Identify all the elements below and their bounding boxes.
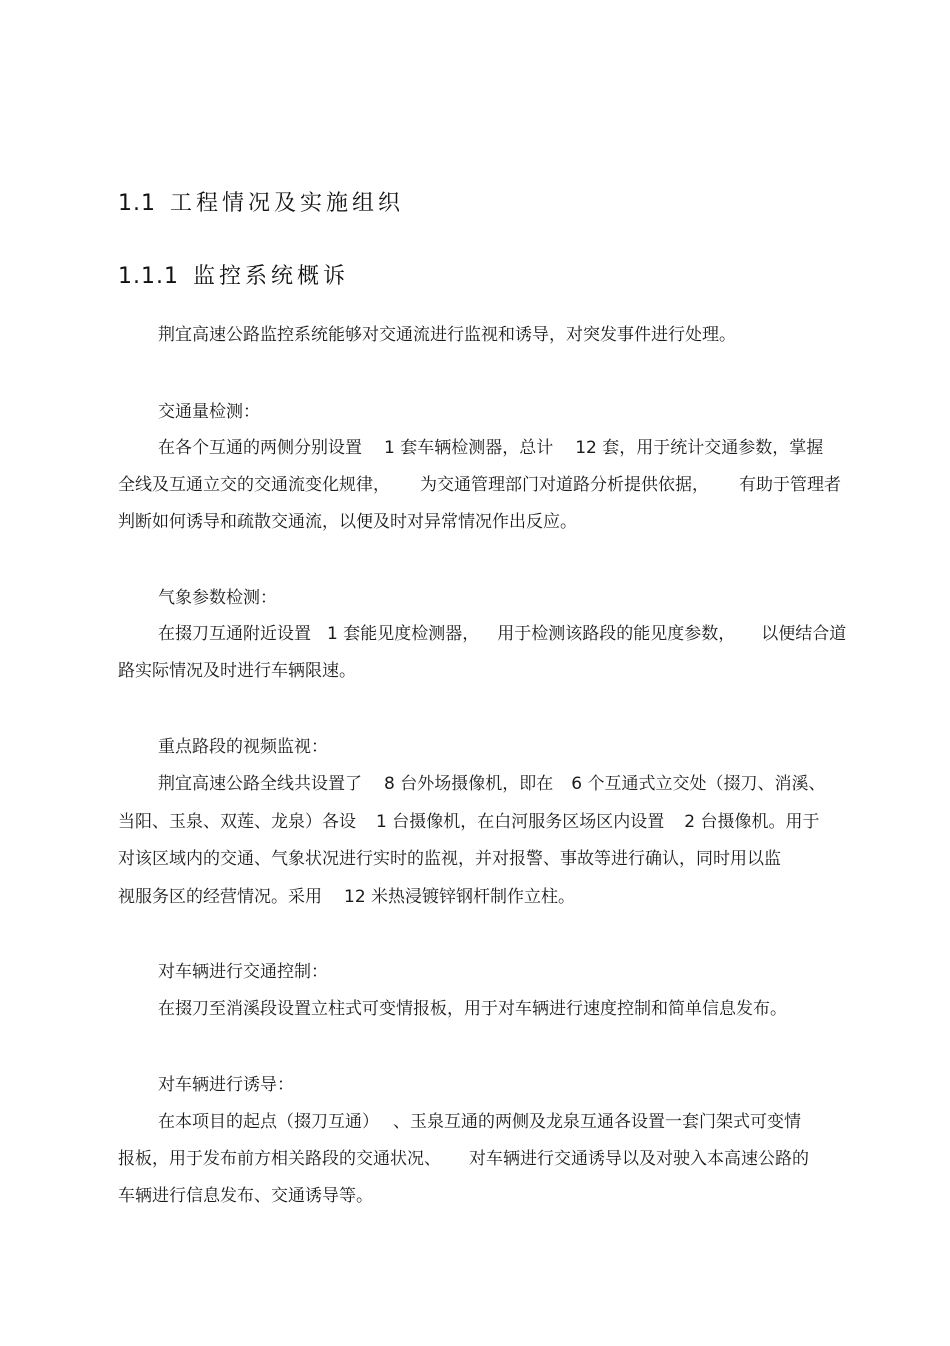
paragraph-line: 对该区域内的交通、气象状况进行实时的监视，并对报警、事故等进行确认，同时用以监 [118,849,781,869]
text-run: 对车辆进行交通诱导以及对驶入本高速公路的 [469,1149,809,1169]
paragraph-line: 判断如何诱导和疏散交通流，以便及时对异常情况作出反应。 [118,512,577,532]
paragraph-line [118,1148,809,1170]
intro-paragraph: 荆宜高速公路监控系统能够对交通流进行监视和诱导，对突发事件进行处理。 [158,325,736,345]
section-title-weather-detection: 气象参数检测： [158,588,277,608]
text-run: 6 个互通式立交处（掇刀、消溪、 [571,774,826,794]
paragraph-line [158,1111,801,1133]
text-run: 用于检测该路段的能见度参数， [497,624,736,644]
section-title: 工程情况及实施组织 [170,191,405,216]
section-title-traffic-control: 对车辆进行交通控制： [158,962,328,982]
text-run: 1 套车辆检测器，总计 [384,438,554,458]
text-run: 8 台外场摄像机，即在 [384,774,554,794]
text-run: 12 米热浸镀锌钢杆制作立柱。 [344,887,576,907]
section-heading-1-1 [118,186,404,217]
text-run: 、玉泉互通的两侧及龙泉互通各设置一套门架式可变情 [393,1112,801,1132]
section-title-traffic-detection: 交通量检测： [158,402,260,422]
section-title-video-monitoring: 重点路段的视频监视： [158,737,328,757]
paragraph-line [118,886,575,908]
paragraph-line [158,437,823,459]
text-run: 在本项目的起点（掇刀互通） [158,1112,379,1132]
section-heading-1-1-1 [118,259,349,290]
paragraph-line [118,811,819,833]
subsection-number: 1.1.1 [118,264,179,289]
section-number: 1.1 [118,191,156,216]
text-run: 当阳、玉泉、双莲、龙泉）各设 [118,812,356,832]
section-title-vehicle-guidance: 对车辆进行诱导： [158,1075,294,1095]
text-run: 以便结合道 [761,624,847,644]
paragraph-line [118,474,841,496]
text-run: 全线及互通立交的交通流变化规律， [118,475,390,495]
subsection-title: 监控系统概诉 [192,264,349,289]
text-run: 在各个互通的两侧分别设置 [158,438,362,458]
text-run: 有助于管理者 [739,475,841,495]
text-run: 视服务区的经营情况。采用 [118,887,322,907]
text-run: 报板，用于发布前方相关路段的交通状况、 [118,1149,441,1169]
text-run: 12 套，用于统计交通参数，掌握 [575,438,824,458]
text-run: 为交通管理部门对道路分析提供依据， [420,475,709,495]
paragraph-line [158,623,846,645]
text-run: 1 台摄像机，在白河服务区场区内设置 [376,812,665,832]
paragraph-line: 车辆进行信息发布、交通诱导等。 [118,1186,373,1206]
paragraph-line: 在掇刀至消溪段设置立柱式可变情报板，用于对车辆进行速度控制和简单信息发布。 [158,999,787,1019]
text-run: 2 台摄像机。用于 [684,812,820,832]
text-run: 荆宜高速公路全线共设置了 [158,774,362,794]
text-run: 1 套能见度检测器， [327,624,480,644]
paragraph-line: 路实际情况及时进行车辆限速。 [118,661,356,681]
paragraph-line [158,773,825,795]
text-run: 在掇刀互通附近设置 [158,624,311,644]
